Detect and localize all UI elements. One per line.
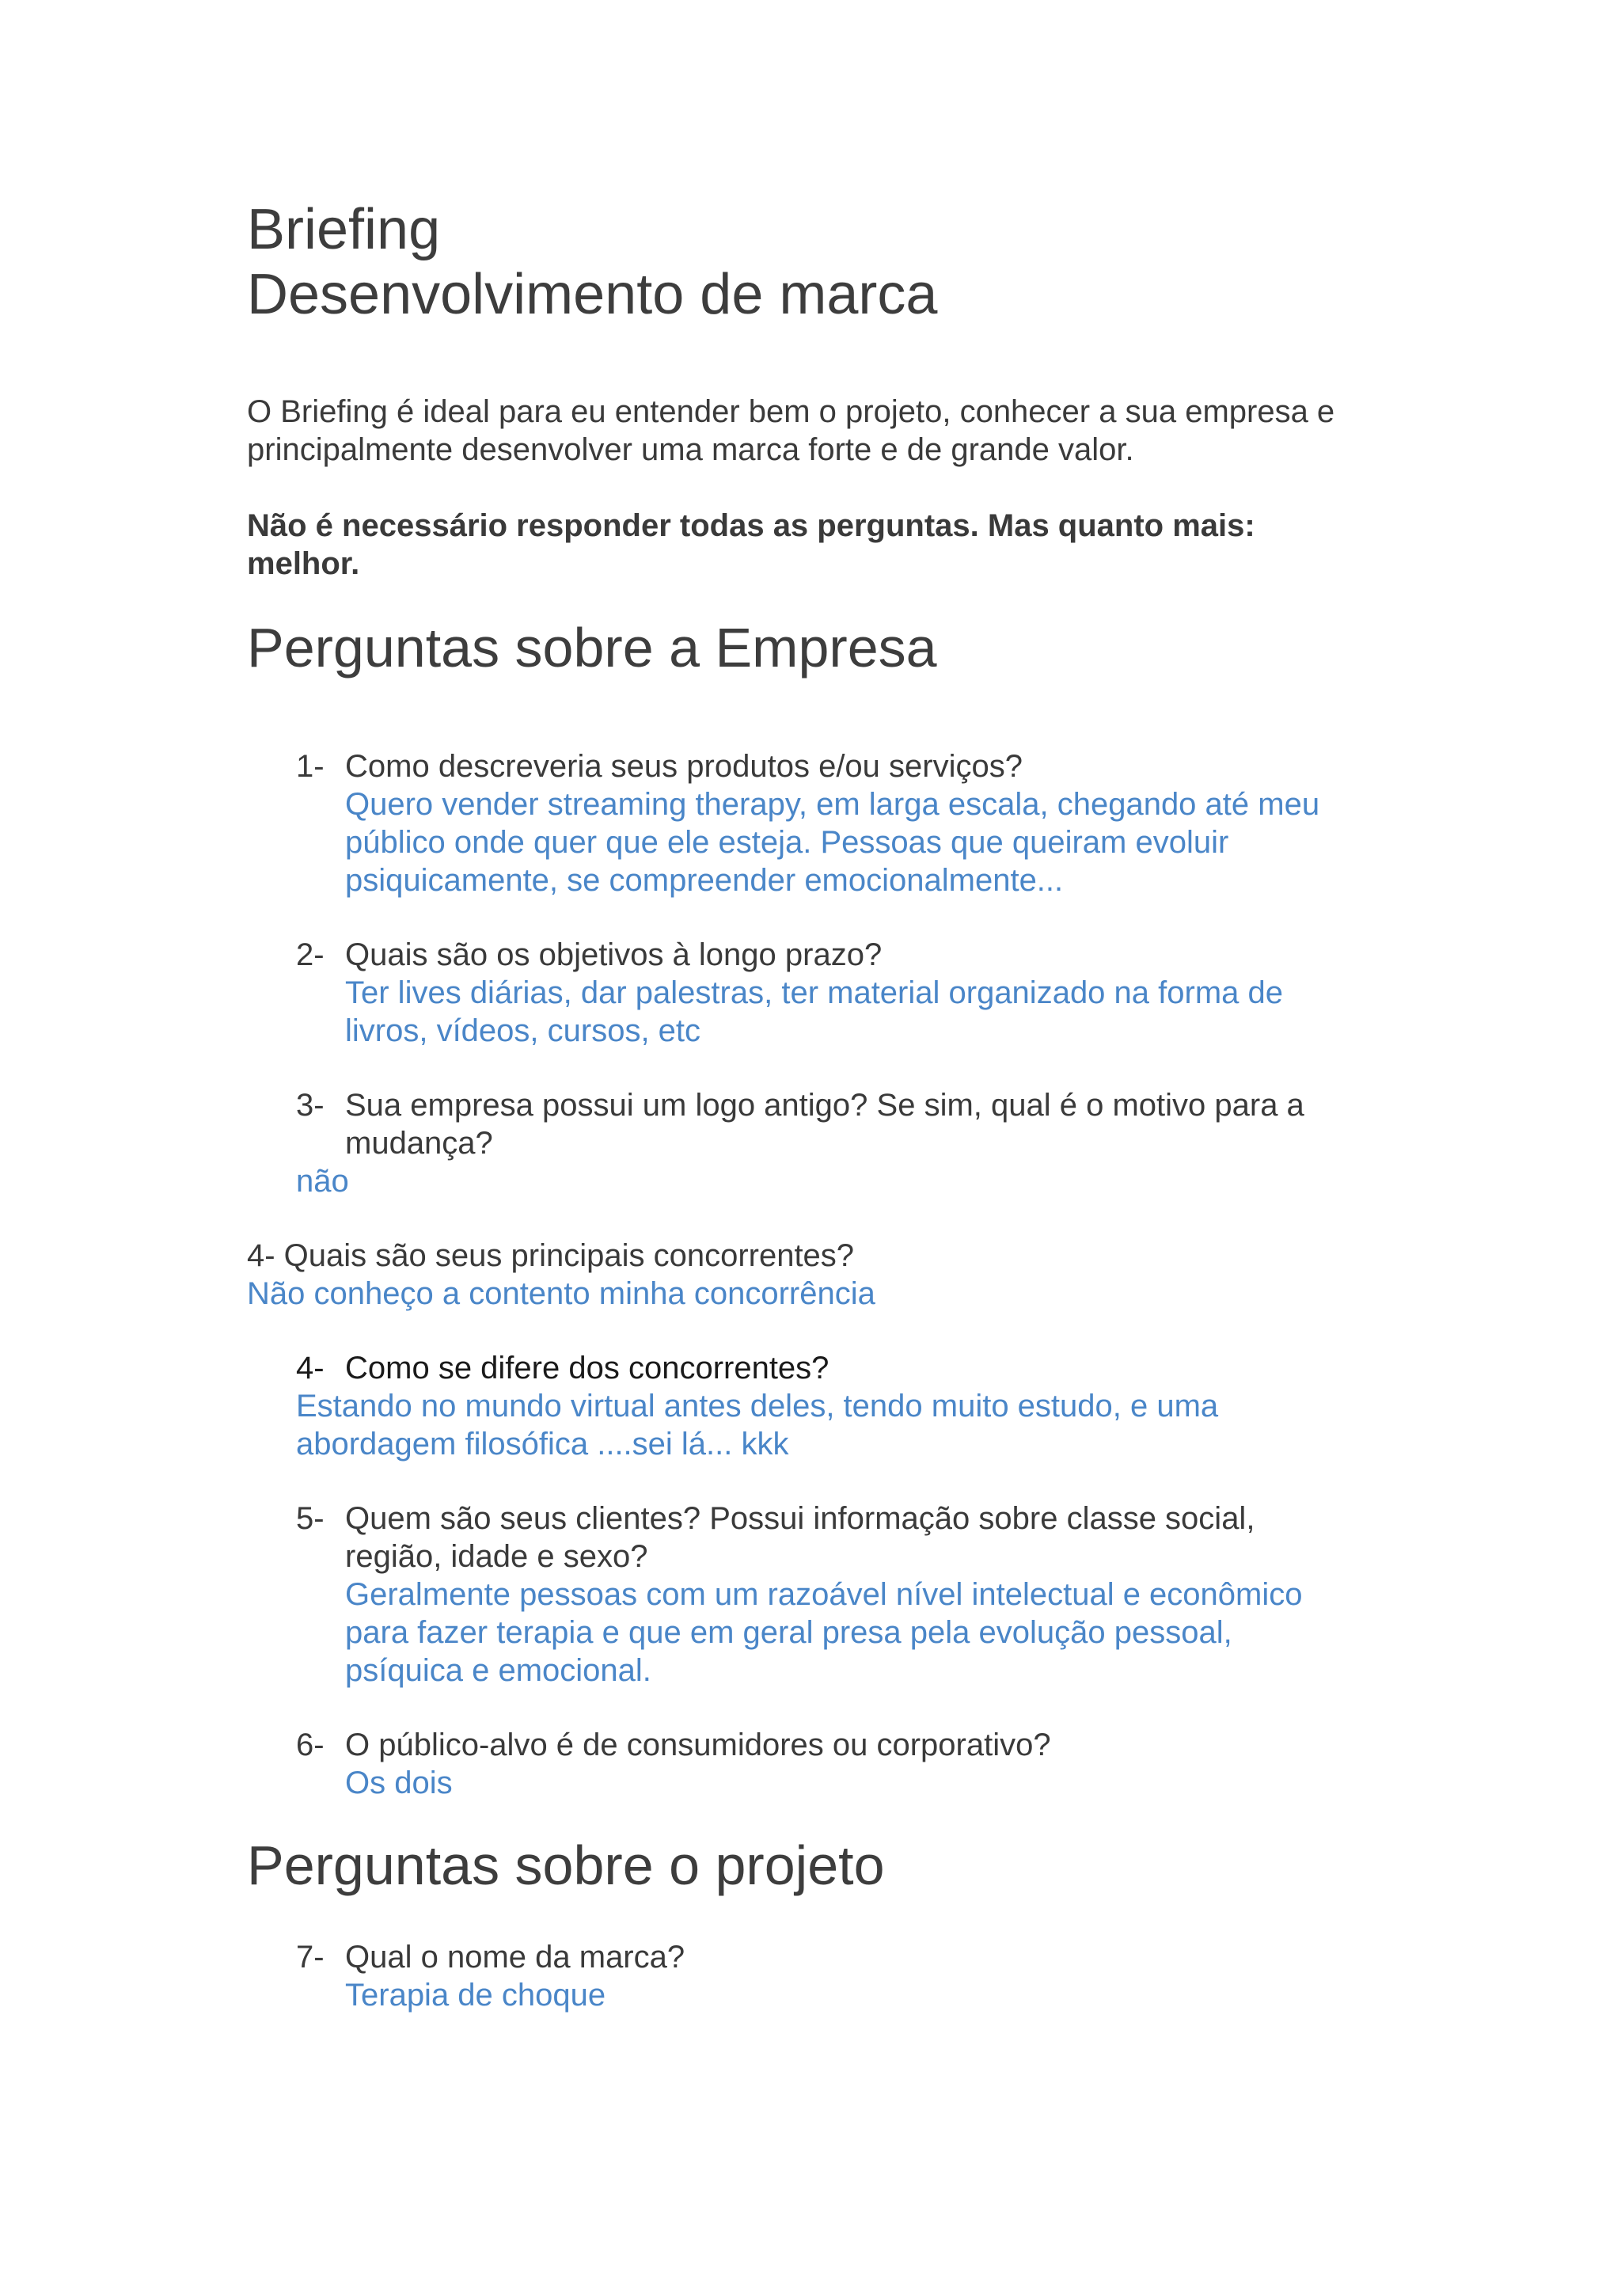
question-text: Quem são seus clientes? Possui informação sobre classe social, região, idade e sexo? xyxy=(345,1501,1255,1574)
document-subtitle: Desenvolvimento de marca xyxy=(247,263,938,326)
answer-4b: Estando no mundo virtual antes deles, tendo muito estudo, e uma abordagem filosófica ....sei lá... kkk xyxy=(296,1389,1219,1462)
answer-4a: Não conheço a contento minha concorrência xyxy=(247,1276,875,1311)
answer-1: Quero vender streaming therapy, em larga escala, chegando até meu público onde quer que ele esteja. Pessoas que queiram evoluir psiquicamente, se compreender emocionalmente... xyxy=(345,787,1320,898)
intro-paragraph: O Briefing é ideal para eu entender bem o projeto, conhecer a sua empresa e principalmente desenvolver uma marca forte e de grande valor. xyxy=(247,394,1335,467)
answer-6: Os dois xyxy=(345,1766,453,1800)
note-paragraph: Não é necessário responder todas as perguntas. Mas quanto mais: melhor. xyxy=(247,508,1255,581)
question-number: 6- xyxy=(296,1728,325,1762)
question-number: 7- xyxy=(296,1940,325,1975)
question-text: O público-alvo é de consumidores ou corporativo? xyxy=(345,1728,1051,1762)
answer-5: Geralmente pessoas com um razoável nível intelectual e econômico para fazer terapia e que em geral presa pela evolução pessoal, psíquica e emocional. xyxy=(345,1577,1303,1688)
question-text: Como descreveria seus produtos e/ou serviços? xyxy=(345,749,1023,784)
question-number: 4- xyxy=(296,1351,325,1386)
answer-3: não xyxy=(296,1164,349,1199)
question-number: 3- xyxy=(296,1088,325,1123)
section-heading-empresa: Perguntas sobre a Empresa xyxy=(247,617,937,679)
question-text: Quais são os objetivos à longo prazo? xyxy=(345,937,883,972)
section-heading-projeto: Perguntas sobre o projeto xyxy=(247,1834,885,1896)
question-number: 2- xyxy=(296,937,325,972)
document-title: Briefing xyxy=(247,198,441,261)
question-number: 5- xyxy=(296,1501,325,1536)
question-number: 1- xyxy=(296,749,325,784)
question-text: Qual o nome da marca? xyxy=(345,1940,685,1975)
question-text: Como se difere dos concorrentes? xyxy=(345,1351,829,1386)
answer-2: Ter lives diárias, dar palestras, ter material organizado na forma de livros, vídeos, cursos, etc xyxy=(345,975,1283,1048)
question-text: Sua empresa possui um logo antigo? Se sim, qual é o motivo para a mudança? xyxy=(345,1088,1304,1161)
answer-7: Terapia de choque xyxy=(345,1978,606,2013)
question-4a: 4- Quais são seus principais concorrentes? xyxy=(247,1238,855,1273)
